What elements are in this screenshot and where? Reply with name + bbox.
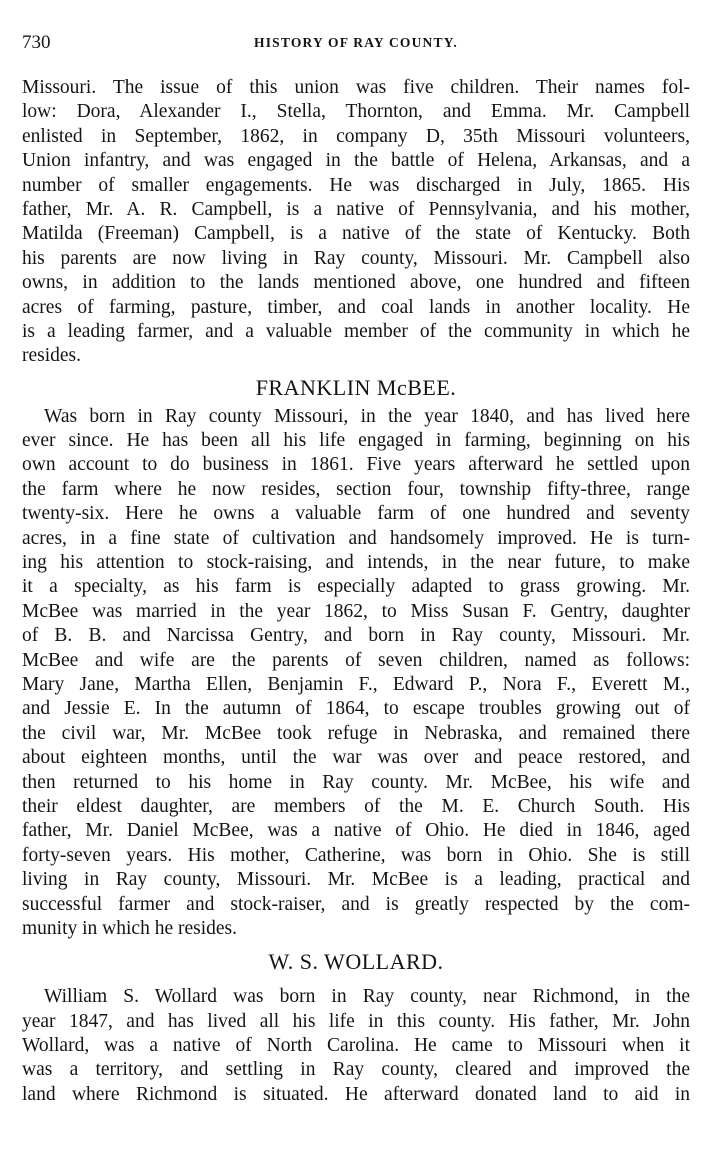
- text-line: forty-seven years. His mother, Catherine, was born in Ohio. She is still: [22, 844, 690, 866]
- text-line: the civil war, Mr. McBee took refuge in Nebraska, and remained there: [22, 722, 690, 744]
- text-line: his parents are now living in Ray county, Missouri. Mr. Campbell also: [22, 247, 690, 269]
- text-line: it a specialty, as his farm is especially adapted to grass growing. Mr.: [22, 576, 690, 598]
- text-line: ever since. He has been all his life engaged in farming, beginning on his: [22, 430, 690, 452]
- text-line: the farm where he now resides, section four, township fifty-three, range: [22, 478, 690, 500]
- text-line: low: Dora, Alexander I., Stella, Thornton, and Emma. Mr. Campbell: [22, 101, 690, 123]
- text-line: McBee and wife are the parents of seven children, named as follows:: [22, 649, 690, 671]
- page-number: 730: [22, 32, 51, 53]
- text-line: acres of farming, pasture, timber, and coal lands in another locality. He: [22, 296, 690, 318]
- text-line: Wollard, was a native of North Carolina. He came to Missouri when it: [22, 1035, 690, 1057]
- text-line: twenty-six. Here he owns a valuable farm of one hundred and seventy: [22, 503, 690, 525]
- text-line: land where Richmond is situated. He afterward donated land to aid in: [22, 1083, 690, 1105]
- text-line: Mary Jane, Martha Ellen, Benjamin F., Edward P., Nora F., Everett M.,: [22, 673, 690, 695]
- text-line: year 1847, and has lived all his life in this county. His father, Mr. John: [22, 1010, 690, 1032]
- running-head: [22, 31, 690, 55]
- text-line: acres, in a fine state of cultivation and handsomely improved. He is turn-: [22, 527, 690, 549]
- text-line: of B. B. and Narcissa Gentry, and born in Ray county, Missouri. Mr.: [22, 625, 690, 647]
- text-line: McBee was married in the year 1862, to Miss Susan F. Gentry, daughter: [22, 600, 690, 622]
- body-text: [22, 76, 690, 1107]
- text-line: ing his attention to stock-raising, and intends, in the near future, to make: [22, 552, 690, 574]
- text-line: munity in which he resides.: [22, 917, 238, 939]
- text-line: father, Mr. A. R. Campbell, is a native of Pennsylvania, and his mother,: [22, 198, 690, 220]
- text-line: Matilda (Freeman) Campbell, is a native of the state of Kentucky. Both: [22, 223, 690, 245]
- text-line: Was born in Ray county Missouri, in the year 1840, and has lived here: [44, 405, 690, 427]
- text-line: Missouri. The issue of this union was five children. Their names fol-: [22, 77, 690, 98]
- text-line: then returned to his home in Ray county. Mr. McBee, his wife and: [22, 771, 690, 793]
- text-line: is a leading farmer, and a valuable member of the community in which he: [22, 320, 690, 342]
- text-line: their eldest daughter, are members of the M. E. Church South. His: [22, 795, 690, 817]
- text-line: number of smaller engagements. He was discharged in July, 1865. His: [22, 174, 690, 196]
- text-line: about eighteen months, until the war was over and peace restored, and: [22, 747, 690, 769]
- text-line: William S. Wollard was born in Ray county, near Richmond, in the: [44, 986, 690, 1008]
- text-line: enlisted in September, 1862, in company D, 35th Missouri volunteers,: [22, 125, 690, 147]
- text-line: owns, in addition to the lands mentioned above, one hundred and fifteen: [22, 272, 690, 294]
- text-line: successful farmer and stock-raiser, and is greatly respected by the com-: [22, 893, 690, 915]
- text-line: was a territory, and settling in Ray county, cleared and improved the: [22, 1059, 690, 1081]
- text-line: resides.: [22, 345, 82, 367]
- running-title: HISTORY OF RAY COUNTY.: [254, 35, 458, 50]
- text-line: Union infantry, and was engaged in the battle of Helena, Arkansas, and a: [22, 150, 690, 172]
- text-line: living in Ray county, Missouri. Mr. McBee is a leading, practical and: [22, 869, 690, 891]
- text-line: father, Mr. Daniel McBee, was a native of Ohio. He died in 1846, aged: [22, 820, 690, 842]
- text-line: and Jessie E. In the autumn of 1864, to escape troubles growing out of: [22, 698, 690, 720]
- section-heading: FRANKLIN McBEE.: [255, 374, 457, 400]
- text-line: own account to do business in 1861. Five years afterward he settled upon: [22, 454, 690, 476]
- section-heading: W. S. WOLLARD.: [268, 949, 444, 975]
